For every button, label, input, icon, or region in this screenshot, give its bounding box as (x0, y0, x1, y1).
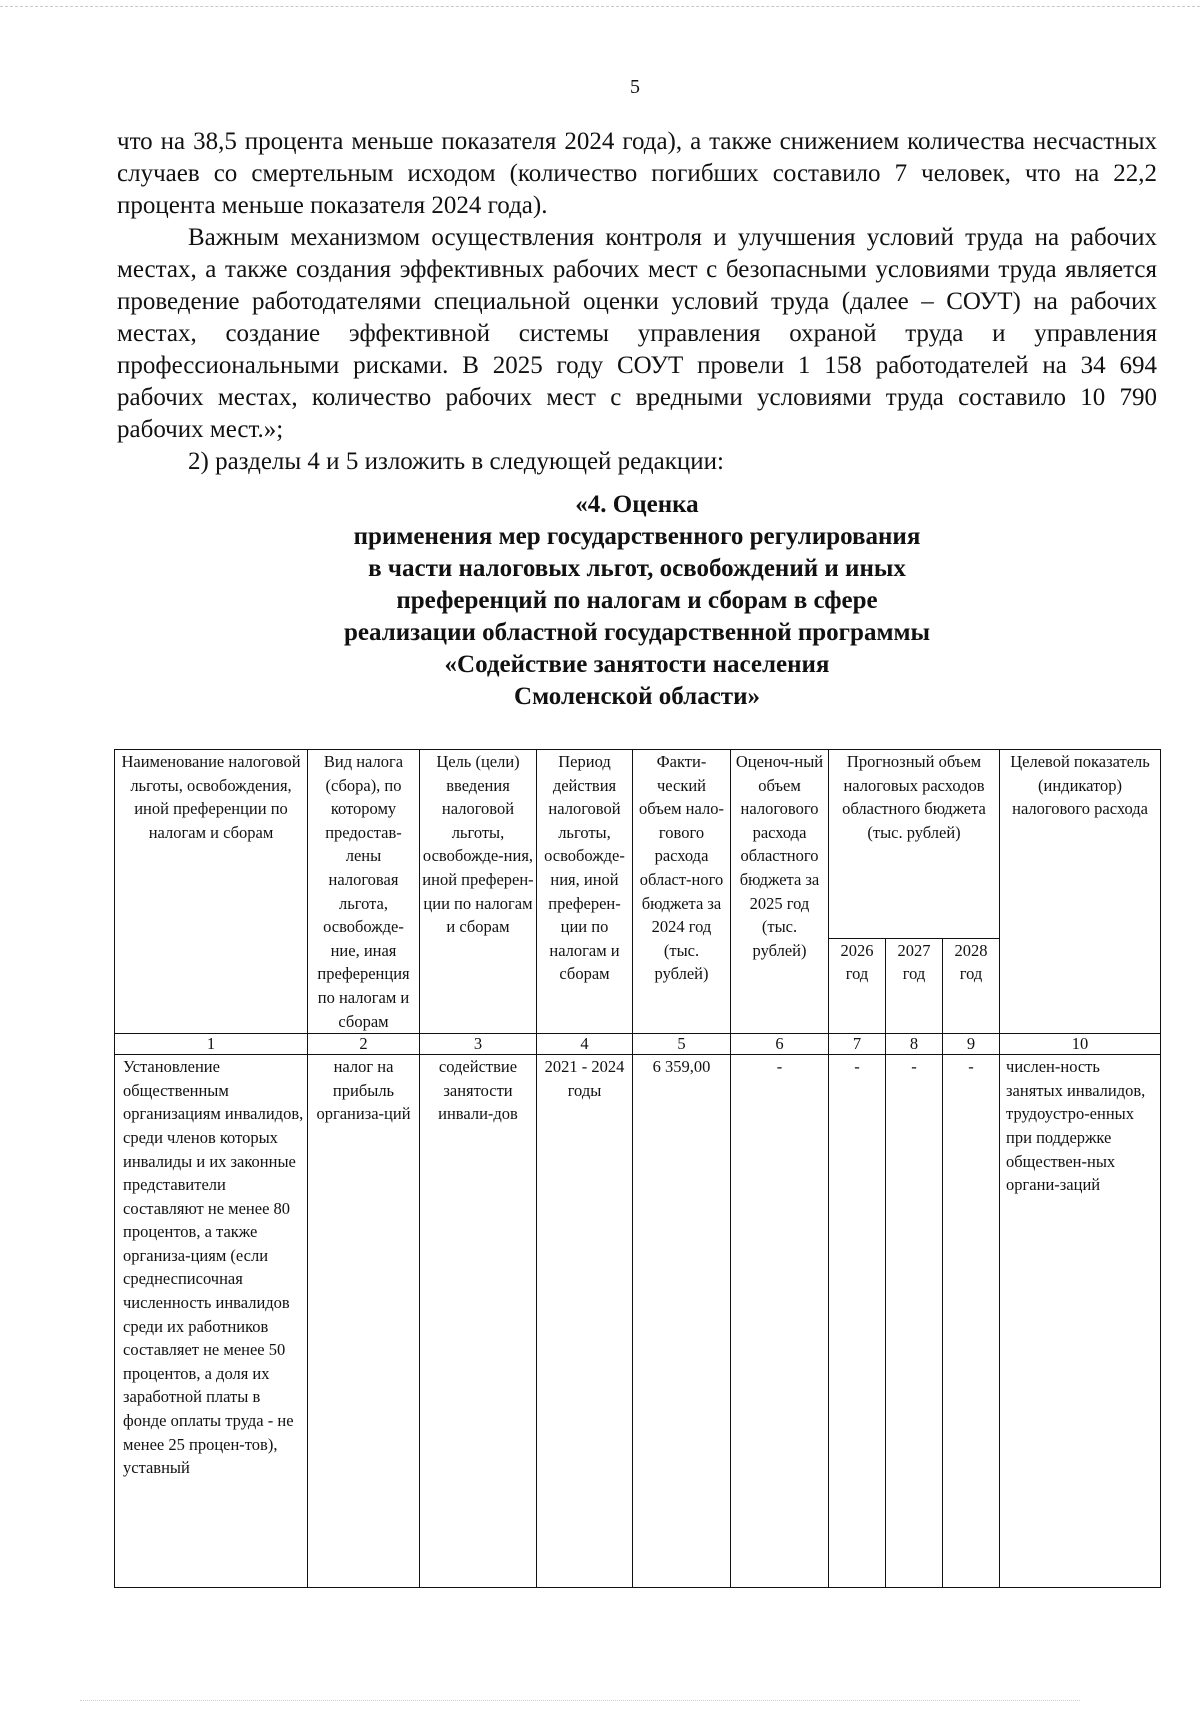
scan-edge-bottom (80, 1700, 1080, 1702)
scan-edge-top (0, 6, 1200, 8)
paragraph-1: что на 38,5 процента меньше показателя 2024 года), а также снижением количества несчастных случаев со смертельным исходом (количество погибших составило 7 человек, что на 22,2 процента меньше показателя 2024 года). (117, 128, 1157, 219)
section-title-line: «4. Оценка (575, 491, 699, 518)
header-target-indicator: Целевой показатель (индикатор) налогового расхода (1000, 750, 1161, 1034)
column-number: 8 (886, 1034, 943, 1055)
column-number: 3 (420, 1034, 537, 1055)
header-year-2027: 2027 год (886, 938, 943, 1033)
column-number: 1 (115, 1034, 308, 1055)
cell-target-indicator: числен-ность занятых инвалидов, трудоустро-енных при поддержке обществен-ных органи-заций (1000, 1055, 1161, 1588)
section-title-line: в части налоговых льгот, освобождений и иных (368, 555, 906, 582)
section-title (117, 489, 1157, 713)
header-period: Период действия налоговой льготы, освобожде-ния, иной преферен-ции по налогам и сборам (537, 750, 633, 1034)
header-tax-type: Вид налога (сбора), по которому предостав-лены налоговая льгота, освобожде-ние, иная преференция по налогам и сборам (308, 750, 420, 1034)
body-text (117, 126, 1157, 478)
cell-forecast-2028: - (943, 1055, 1000, 1588)
cell-goal: содействие занятости инвали-дов (420, 1055, 537, 1588)
paragraph-2: Важным механизмом осуществления контроля и улучшения условий труда на рабочих местах, а также создания эффективных рабочих мест с безопасными условиями труда является проведение работодателями специальной оценки условий труда (далее – СОУТ) на рабочих местах, создание эффективной системы управления охраной труда и управления профессиональными рисками. В 2025 году СОУТ провели 1 158 работодателей на 34 694 рабочих местах, количество рабочих мест с вредными условиями труда составило 10 790 рабочих мест.»; (117, 224, 1157, 443)
tax-expenditure-table (114, 749, 1161, 1588)
header-goal: Цель (цели) введения налоговой льготы, освобожде-ния, иной преферен-ции по налогам и сборам (420, 750, 537, 1034)
paragraph-3: 2) разделы 4 и 5 изложить в следующей редакции: (188, 448, 724, 475)
header-actual-2024: Факти-ческий объем нало-гового расхода област-ного бюджета за 2024 год (тыс. рублей) (633, 750, 731, 1034)
column-number: 4 (537, 1034, 633, 1055)
header-year-2028: 2028 год (943, 938, 1000, 1033)
cell-estimate-2025: - (731, 1055, 829, 1588)
header-forecast-group: Прогнозный объем налоговых расходов областного бюджета (тыс. рублей) (829, 750, 1000, 939)
cell-period: 2021 - 2024 годы (537, 1055, 633, 1588)
column-number: 5 (633, 1034, 731, 1055)
column-number: 6 (731, 1034, 829, 1055)
section-title-line: применения мер государственного регулирования (353, 523, 921, 550)
column-number: 10 (1000, 1034, 1161, 1055)
cell-tax-type: налог на прибыль организа-ций (308, 1055, 420, 1588)
cell-forecast-2026: - (829, 1055, 886, 1588)
section-title-line: «Содействие занятости населения (444, 651, 830, 678)
section-title-line: Смоленской области» (514, 683, 760, 710)
cell-actual-2024: 6 359,00 (633, 1055, 731, 1588)
column-number: 2 (308, 1034, 420, 1055)
header-estimate-2025: Оценоч-ный объем налогового расхода областного бюджета за 2025 год (тыс. рублей) (731, 750, 829, 1034)
header-year-2026: 2026 год (829, 938, 886, 1033)
section-title-line: реализации областной государственной программы (343, 619, 931, 646)
column-number: 7 (829, 1034, 886, 1055)
column-number-row (115, 1034, 1161, 1055)
table-row (115, 1055, 1161, 1588)
page-number: 5 (630, 76, 640, 98)
cell-forecast-2027: - (886, 1055, 943, 1588)
header-tax-benefit-name: Наименование налоговой льготы, освобождения, иной преференции по налогам и сборам (115, 750, 308, 1034)
cell-tax-benefit-name: Установление общественным организациям инвалидов, среди членов которых инвалиды и их законные представители составляют не менее 80 процентов, а также организа-циям (если среднесписочная численность инвалидов среди их работников составляет не менее 50 процентов, а доля их заработной платы в фонде оплаты труда - не менее 25 процен-тов), уставный (115, 1055, 308, 1588)
column-number: 9 (943, 1034, 1000, 1055)
section-title-line: преференций по налогам и сборам в сфере (396, 587, 878, 614)
